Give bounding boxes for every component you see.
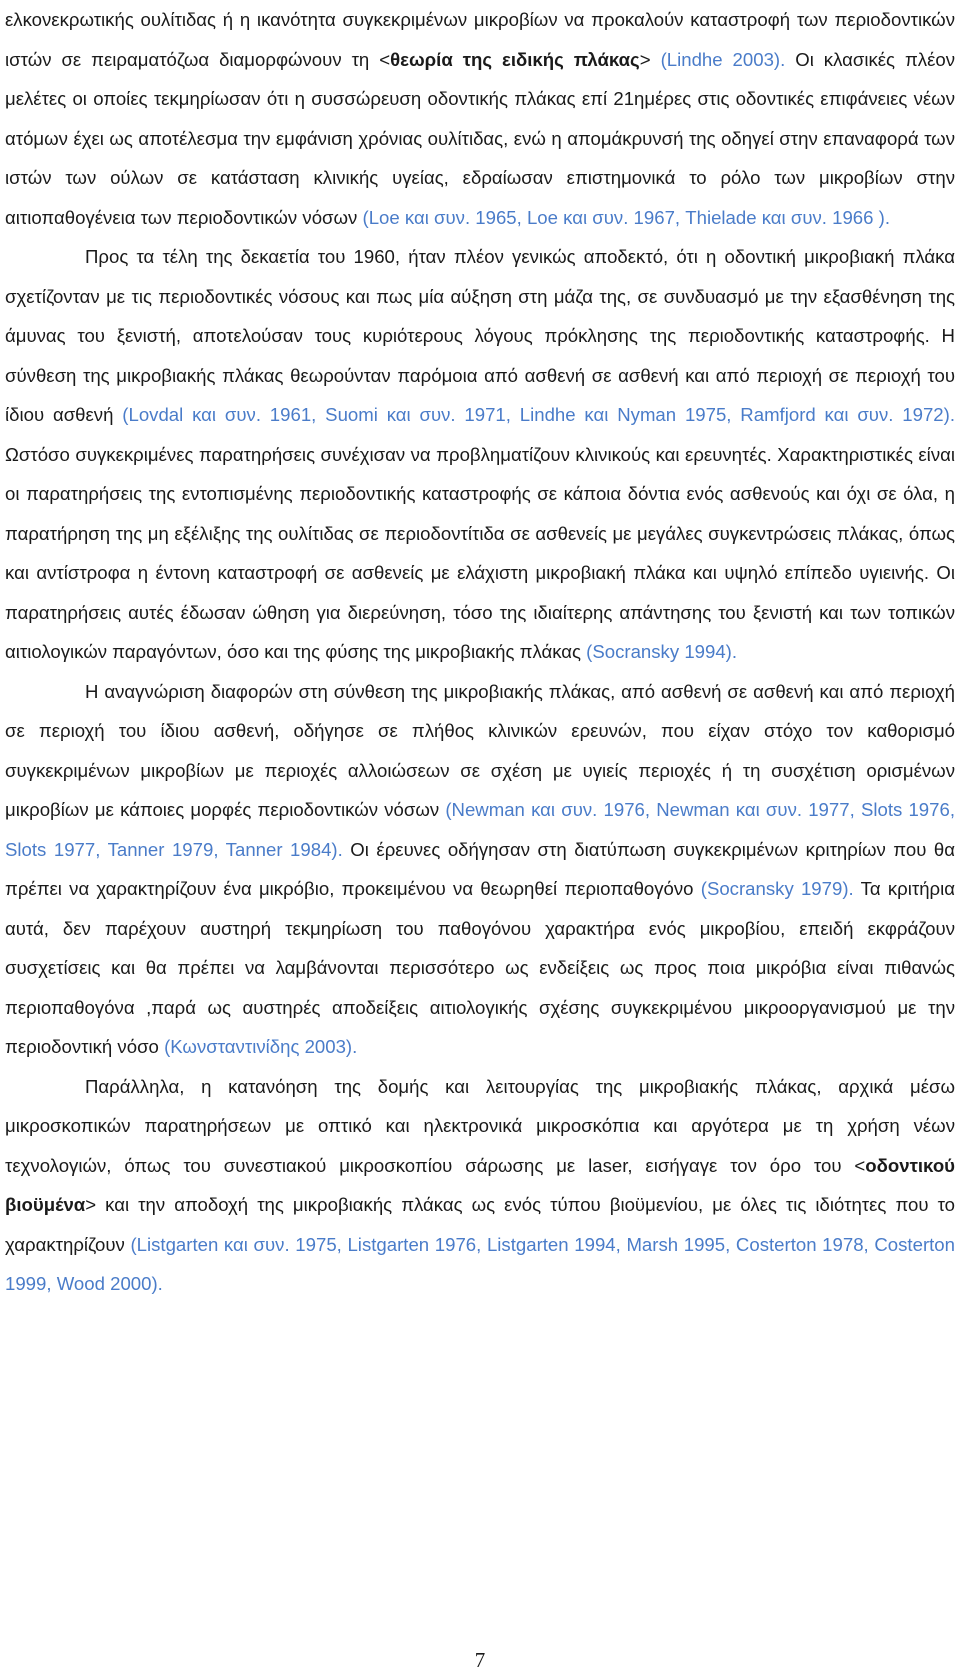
paragraph-text: Οι έρευνες οδήγησαν στη διατύπωση συγκεκριμένων κριτηρίων που θα πρέπει να χαρακτηρίζουν ένα μικρόβιο, προκειμένου να θεωρηθεί περιοπαθογόνο [5, 838, 955, 899]
paragraph [5, 1067, 955, 1304]
paragraph-text: > και την αποδοχή της μικροβιακής πλάκας ως ενός τύπου βιοϋμενίου, με όλες τις ιδιότητες που το χαρακτηρίζουν [5, 1194, 955, 1255]
bold-term: οδοντικού βιοϋμένα [5, 1154, 955, 1215]
paragraph-text: Οι κλασικές πλέον μελέτες οι οποίες τεκμηρίωσαν ότι η συσσώρευση οδοντικής πλάκας επί 21ημέρες στις οδοντικές επιφάνειες νέων ατόμων έχει ως αποτέλεσμα την εμφάνιση χρόνιας ουλίτιδας, ενώ η απομάκρυνσή της οδηγεί στην επαναφορά των ιστών των ούλων σε κατάσταση κλινικής υγείας, εδραίωσαν επιστημονικά το ρόλο των μικροβίων στην αιτιοπαθογένεια των περιοδοντικών νόσων [5, 48, 956, 228]
paragraph-text: Τα κριτήρια αυτά, δεν παρέχουν αυστηρή τεκμηρίωση του παθογόνου χαρακτήρα ενός μικροβίου, επειδή εκφράζουν συσχετίσεις και θα πρέπει να λαμβάνονται περισσότερο ως ενδείξεις ως προς ποια μικρόβια είναι πιθανώς περιοπαθογόνα ,παρά ως αυστηρές αποδείξεις αιτιολογικής σχέσης συγκεκριμένου μικροοργανισμού με την περιοδοντική νόσο [5, 878, 955, 1057]
paragraph [5, 672, 955, 1067]
citation: (Socransky 1994). [586, 641, 738, 662]
paragraph [5, 237, 955, 672]
bold-term: θεωρία της ειδικής πλάκας [390, 48, 640, 70]
paragraph-text: Ωστόσο συγκεκριμένες παρατηρήσεις συνέχισαν να προβληματίζουν κλινικούς και ερευνητές. Χαρακτηριστικές είναι οι παρατηρήσεις της εντοπισμένης περιοδοντικής καταστροφής σε κάποια δόντια ενός ασθενούς και όχι σε όλα, η παρατήρηση της μη εξέλιξης της ουλίτιδας σε περιοδοντίτιδα σε ασθενείς με μεγάλες συγκεντρώσεις πλάκας, όπως και αντίστροφα η έντονη καταστροφή σε ασθενείς με ελάχιστη μικροβιακή πλάκα και υψηλό επίπεδο υγιεινής. Οι παρατηρήσεις αυτές έδωσαν ώθηση για διερεύνηση, τόσο της ιδιαίτερης απάντησης του ξενιστή και των τοπικών αιτιολογικών παραγόντων, όσο και της φύσης της μικροβιακής πλάκας [5, 443, 955, 662]
document-page [5, 0, 955, 1304]
page-number: 7 [474, 1648, 486, 1672]
citation: (Newman και συν. 1976, Newman και συν. 1977, Slots 1976, Slots 1977, Tanner 1979, Tanner 1984). [5, 799, 955, 860]
body-text [5, 0, 955, 1304]
citation: (Lindhe 2003). [660, 48, 786, 70]
paragraph [5, 0, 955, 237]
citation: (Κωνσταντινίδης 2003). [164, 1036, 358, 1057]
paragraph-text: Η αναγνώριση διαφορών στη σύνθεση της μικροβιακής πλάκας, από ασθενή σε ασθενή και από περιοχή σε περιοχή του ίδιου ασθενή, οδήγησε σε πλήθος κλινικών ερευνών, που είχαν στόχο τον καθορισμό συγκεκριμένων μικροβίων με περιοχές αλλοιώσεων σε σχέση με υγιείς περιοχές ή τη συσχέτιση ορισμένων μικροβίων με κάποιες μορφές περιοδοντικών νόσων [5, 680, 955, 820]
citation: (Loe και συν. 1965, Loe και συν. 1967, Thielade και συν. 1966 ). [362, 206, 891, 228]
paragraph-text: Προς τα τέλη της δεκαετία του 1960, ήταν πλέον γενικώς αποδεκτό, ότι η οδοντική μικροβιακή πλάκα σχετίζονταν με τις περιοδοντικές νόσους και πως μία αύξηση στη μάζα της, σε συνδυασμό με την εξασθένηση της άμυνας του ξενιστή, αποτελούσαν τους κυριότερους λόγους πρόκλησης της περιοδοντικής καταστροφής. Η σύνθεση της μικροβιακής πλάκας θεωρούνταν παρόμοια από ασθενή σε ασθενή και από περιοχή σε περιοχή του ίδιου ασθενή [5, 246, 955, 425]
paragraph-text: > [639, 48, 661, 70]
paragraph-text: ελκονεκρωτικής ουλίτιδας ή η ικανότητα συγκεκριμένων μικροβίων να προκαλούν καταστροφή των περιοδοντικών ιστών σε πειραματόζωα διαμορφώνουν τη < [5, 9, 955, 70]
paragraph-text: Παράλληλα, η κατανόηση της δομής και λειτουργίας της μικροβιακής πλάκας, αρχικά μέσω μικροσκοπικών παρατηρήσεων με οπτικό και ηλεκτρονικά μικροσκόπια και αργότερα με τη χρήση νέων τεχνολογιών, όπως του συνεστιακού μικροσκοπίου σάρωσης με laser, εισήγαγε τον όρο του < [5, 1075, 955, 1176]
citation: (Lovdal και συν. 1961, Suomi και συν. 1971, Lindhe και Nyman 1975, Ramfjord και συν. 1972). [122, 404, 955, 425]
citation: (Listgarten και συν. 1975, Listgarten 1976, Listgarten 1994, Marsh 1995, Costerton 1978, Costerton 1999, Wood 2000). [5, 1233, 955, 1294]
citation: (Socransky 1979). [700, 878, 854, 899]
